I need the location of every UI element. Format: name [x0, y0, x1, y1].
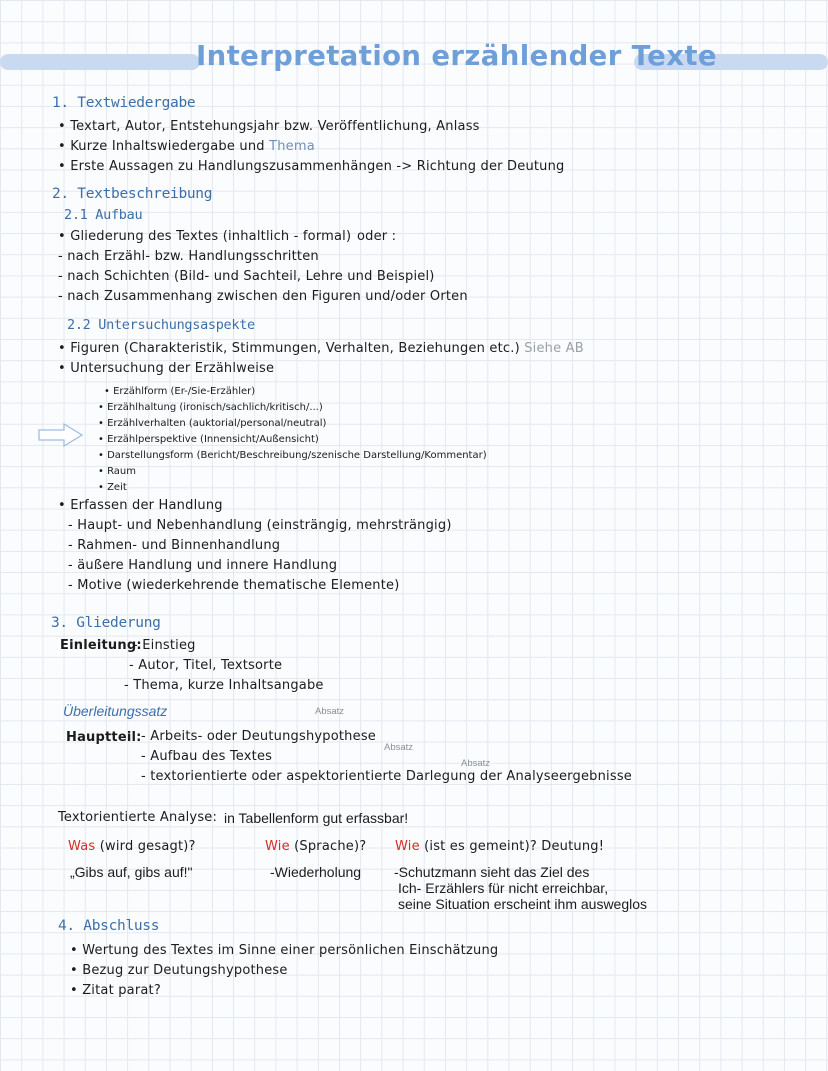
absatz-note: Absatz [315, 706, 345, 717]
untersuchung-item: • Untersuchung der Erzählweise [58, 361, 275, 376]
gliederung-item: • Gliederung des Textes (inhaltlich - formal) [58, 229, 352, 244]
s4-item: • Bezug zur Deutungshypothese [70, 963, 288, 978]
s4-item: • Zitat parat? [70, 983, 161, 998]
erzaehlweise-item: • Erzählhaltung (ironisch/sachlich/kritisch/...) [98, 402, 323, 413]
erzaehlweise-item: • Erzählform (Er-/Sie-Erzähler) [104, 386, 256, 397]
table-header-was: Was (wird gesagt)? [68, 839, 196, 854]
aufbau-item-3: - nach Zusammenhang zwischen den Figuren und/oder Orten [58, 289, 468, 304]
ueberleitungssatz: Überleitungssatz [63, 703, 168, 719]
absatz-note: Absatz [461, 758, 491, 769]
erzaehlweise-item: • Erzählperspektive (Innensicht/Außensicht) [98, 434, 319, 445]
hauptteil-label: Hauptteil: [66, 730, 142, 745]
title-highlight-left [0, 54, 200, 70]
absatz-note: Absatz [384, 742, 414, 753]
figuren-item: • Figuren (Charakteristik, Stimmungen, Verhalten, Beziehungen etc.) Siehe AB [58, 341, 584, 356]
section-4-heading: 4. Abschluss [58, 918, 160, 934]
section-3-heading: 3. Gliederung [51, 615, 161, 631]
erzaehlweise-item: • Zeit [98, 482, 127, 493]
s1-item-2: • Kurze Inhaltswiedergabe und Thema [58, 139, 315, 154]
aufbau-item-1: - nach Erzähl- bzw. Handlungsschritten [58, 249, 319, 264]
table-header-wie-sprache: Wie (Sprache)? [265, 839, 367, 854]
oder-label: oder : [357, 229, 397, 244]
arrow-right-icon [38, 422, 84, 448]
einleitung-item: - Thema, kurze Inhaltsangabe [124, 678, 324, 693]
subsection-2-2-heading: 2.2 Untersuchungsaspekte [67, 317, 255, 333]
hauptteil-item: - Arbeits- oder Deutungshypothese [141, 729, 376, 744]
handlung-sub-item: - äußere Handlung und innere Handlung [68, 558, 338, 573]
s1-item-1: • Textart, Autor, Entstehungsjahr bzw. Veröffentlichung, Anlass [58, 119, 480, 134]
section-1-heading: 1. Textwiedergabe [52, 95, 196, 111]
einleitung-label: Einleitung: [60, 638, 142, 653]
analyse-note: in Tabellenform gut erfassbar! [224, 810, 409, 826]
handlung-sub-item: - Motive (wiederkehrende thematische Elemente) [68, 578, 400, 593]
einleitung-item: - Einstieg [133, 638, 196, 653]
section-2-heading: 2. Textbeschreibung [52, 186, 213, 202]
einleitung-item: - Autor, Titel, Textsorte [129, 658, 283, 673]
hauptteil-item: - Aufbau des Textes [141, 749, 273, 764]
analyse-label: Textorientierte Analyse: [58, 810, 218, 825]
table-cell-deutung-line: seine Situation erscheint ihm ausweglos [398, 896, 648, 912]
thema-word: Thema [269, 139, 315, 154]
table-cell-quote: „Gibs auf, gibs auf!" [70, 864, 193, 880]
table-header-wie-gemeint: Wie (ist es gemeint)? Deutung! [395, 839, 605, 854]
aufbau-item-2: - nach Schichten (Bild- und Sachteil, Lehre und Beispiel) [58, 269, 435, 284]
table-cell-deutung-line: Ich- Erzählers für nicht erreichbar, [398, 880, 609, 896]
subsection-2-1-heading: 2.1 Aufbau [64, 207, 143, 223]
handlung-sub-item: - Haupt- und Nebenhandlung (einsträngig, mehrsträngig) [68, 518, 452, 533]
siehe-ab-note: Siehe AB [524, 341, 584, 356]
erzaehlweise-item: • Erzählverhalten (auktorial/personal/neutral) [98, 418, 327, 429]
page-title: Interpretation erzählender Texte [196, 40, 717, 72]
handlung-item: • Erfassen der Handlung [58, 498, 223, 513]
table-cell-deutung-line: -Schutzmann sieht das Ziel des [394, 864, 590, 880]
s4-item: • Wertung des Textes im Sinne einer persönlichen Einschätzung [70, 943, 499, 958]
erzaehlweise-item: • Raum [98, 466, 137, 477]
handlung-sub-item: - Rahmen- und Binnenhandlung [68, 538, 281, 553]
s1-item-3: • Erste Aussagen zu Handlungszusammenhängen -> Richtung der Deutung [58, 159, 565, 174]
hauptteil-item: - textorientierte oder aspektorientierte Darlegung der Analyseergebnisse [141, 769, 632, 784]
erzaehlweise-item: • Darstellungsform (Bericht/Beschreibung/szenische Darstellung/Kommentar) [98, 450, 487, 461]
table-cell-wiederholung: -Wiederholung [270, 864, 362, 880]
